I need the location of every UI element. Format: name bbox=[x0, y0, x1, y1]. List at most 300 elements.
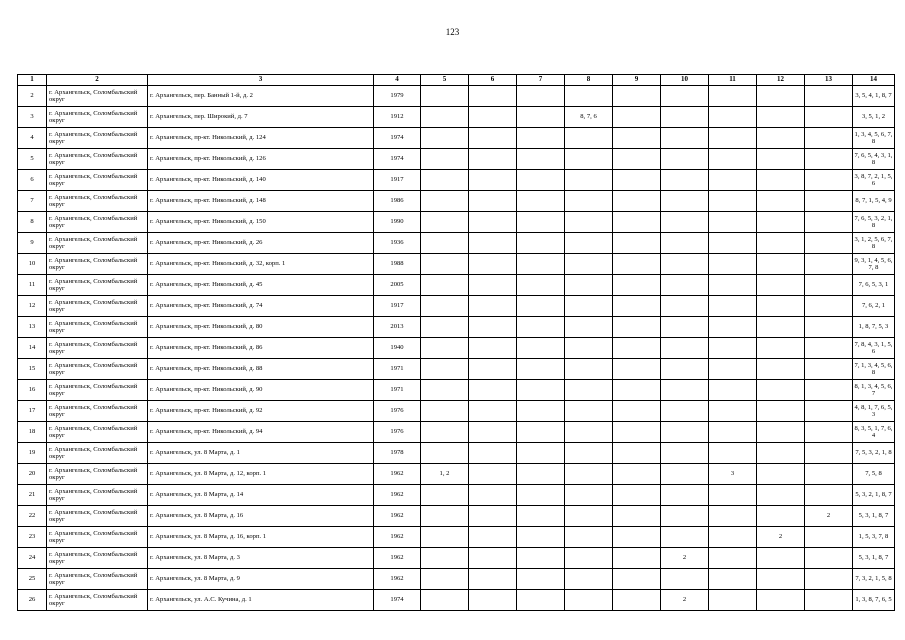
table-row bbox=[18, 275, 895, 296]
table-row bbox=[18, 296, 895, 317]
col6-cell bbox=[469, 422, 517, 443]
col12-cell bbox=[757, 401, 805, 422]
col13-cell bbox=[805, 128, 853, 149]
district-cell: г. Архангельск, Соломбальский округ bbox=[47, 149, 148, 170]
col13-cell bbox=[805, 149, 853, 170]
col12-cell bbox=[757, 422, 805, 443]
col9-cell bbox=[613, 254, 661, 275]
table-row bbox=[18, 233, 895, 254]
col5-cell bbox=[421, 422, 469, 443]
col14-cell: 3, 5, 4, 1, 8, 7 bbox=[853, 86, 895, 107]
col10-cell: 2 bbox=[661, 548, 709, 569]
col13-cell bbox=[805, 590, 853, 611]
col5-cell bbox=[421, 485, 469, 506]
row-number: 22 bbox=[18, 506, 47, 527]
district-cell: г. Архангельск, Соломбальский округ bbox=[47, 527, 148, 548]
col11-cell bbox=[709, 317, 757, 338]
col10-cell bbox=[661, 275, 709, 296]
col6-cell bbox=[469, 527, 517, 548]
district-cell: г. Архангельск, Соломбальский округ bbox=[47, 275, 148, 296]
col12-cell bbox=[757, 380, 805, 401]
col9-cell bbox=[613, 464, 661, 485]
table-row bbox=[18, 443, 895, 464]
address-cell: г. Архангельск, пр-кт. Никольский, д. 148 bbox=[148, 191, 374, 212]
col7-cell bbox=[517, 590, 565, 611]
address-cell: г. Архангельск, пр-кт. Никольский, д. 86 bbox=[148, 338, 374, 359]
year-cell: 1971 bbox=[374, 359, 421, 380]
col8-cell bbox=[565, 401, 613, 422]
col14-cell: 5, 3, 2, 1, 8, 7 bbox=[853, 485, 895, 506]
col10-cell bbox=[661, 212, 709, 233]
col9-cell bbox=[613, 170, 661, 191]
col6-cell bbox=[469, 506, 517, 527]
address-cell: г. Архангельск, пр-кт. Никольский, д. 88 bbox=[148, 359, 374, 380]
table-row bbox=[18, 464, 895, 485]
district-cell: г. Архангельск, Соломбальский округ bbox=[47, 590, 148, 611]
col12-cell bbox=[757, 296, 805, 317]
col5-cell bbox=[421, 527, 469, 548]
address-cell: г. Архангельск, пр-кт. Никольский, д. 126 bbox=[148, 149, 374, 170]
col6-cell bbox=[469, 569, 517, 590]
year-cell: 1917 bbox=[374, 170, 421, 191]
col9-cell bbox=[613, 275, 661, 296]
col13-cell bbox=[805, 464, 853, 485]
col14-cell: 1, 3, 4, 5, 6, 7, 8 bbox=[853, 128, 895, 149]
col5-cell bbox=[421, 317, 469, 338]
col6-cell bbox=[469, 317, 517, 338]
district-cell: г. Архангельск, Соломбальский округ bbox=[47, 296, 148, 317]
col11-cell bbox=[709, 548, 757, 569]
col14-cell: 7, 6, 2, 1 bbox=[853, 296, 895, 317]
address-cell: г. Архангельск, пр-кт. Никольский, д. 90 bbox=[148, 380, 374, 401]
col11-cell bbox=[709, 569, 757, 590]
col10-cell bbox=[661, 86, 709, 107]
col12-cell bbox=[757, 590, 805, 611]
row-number: 23 bbox=[18, 527, 47, 548]
address-cell: г. Архангельск, пр-кт. Никольский, д. 150 bbox=[148, 212, 374, 233]
column-header-4: 4 bbox=[374, 75, 421, 86]
col14-cell: 7, 8, 4, 3, 1, 5, 6 bbox=[853, 338, 895, 359]
col6-cell bbox=[469, 464, 517, 485]
col13-cell bbox=[805, 107, 853, 128]
year-cell: 1974 bbox=[374, 128, 421, 149]
col13-cell bbox=[805, 380, 853, 401]
col6-cell bbox=[469, 338, 517, 359]
col10-cell bbox=[661, 296, 709, 317]
col5-cell bbox=[421, 275, 469, 296]
col11-cell bbox=[709, 401, 757, 422]
col5-cell bbox=[421, 338, 469, 359]
year-cell: 1962 bbox=[374, 506, 421, 527]
col10-cell bbox=[661, 485, 709, 506]
year-cell: 1962 bbox=[374, 527, 421, 548]
column-header-8: 8 bbox=[565, 75, 613, 86]
col7-cell bbox=[517, 86, 565, 107]
district-cell: г. Архангельск, Соломбальский округ bbox=[47, 359, 148, 380]
col13-cell bbox=[805, 338, 853, 359]
year-cell: 1976 bbox=[374, 422, 421, 443]
col9-cell bbox=[613, 338, 661, 359]
col10-cell bbox=[661, 506, 709, 527]
col12-cell bbox=[757, 317, 805, 338]
col5-cell bbox=[421, 359, 469, 380]
col9-cell bbox=[613, 401, 661, 422]
col14-cell: 3, 5, 1, 2 bbox=[853, 107, 895, 128]
col6-cell bbox=[469, 86, 517, 107]
column-header-9: 9 bbox=[613, 75, 661, 86]
col12-cell bbox=[757, 359, 805, 380]
row-number: 17 bbox=[18, 401, 47, 422]
district-cell: г. Архангельск, Соломбальский округ bbox=[47, 86, 148, 107]
col11-cell bbox=[709, 128, 757, 149]
col13-cell bbox=[805, 569, 853, 590]
col11-cell bbox=[709, 170, 757, 191]
row-number: 3 bbox=[18, 107, 47, 128]
column-header-1: 1 bbox=[18, 75, 47, 86]
col7-cell bbox=[517, 380, 565, 401]
col13-cell bbox=[805, 422, 853, 443]
col11-cell: 3 bbox=[709, 464, 757, 485]
col8-cell bbox=[565, 317, 613, 338]
district-cell: г. Архангельск, Соломбальский округ bbox=[47, 254, 148, 275]
col6-cell bbox=[469, 485, 517, 506]
col6-cell bbox=[469, 590, 517, 611]
year-cell: 2013 bbox=[374, 317, 421, 338]
col9-cell bbox=[613, 317, 661, 338]
col12-cell bbox=[757, 485, 805, 506]
col7-cell bbox=[517, 149, 565, 170]
col7-cell bbox=[517, 275, 565, 296]
col7-cell bbox=[517, 233, 565, 254]
col6-cell bbox=[469, 401, 517, 422]
col11-cell bbox=[709, 233, 757, 254]
col14-cell: 5, 3, 1, 8, 7 bbox=[853, 506, 895, 527]
col9-cell bbox=[613, 527, 661, 548]
col10-cell bbox=[661, 401, 709, 422]
district-cell: г. Архангельск, Соломбальский округ bbox=[47, 464, 148, 485]
col11-cell bbox=[709, 149, 757, 170]
address-cell: г. Архангельск, пр-кт. Никольский, д. 94 bbox=[148, 422, 374, 443]
col5-cell bbox=[421, 569, 469, 590]
col14-cell: 7, 6, 5, 3, 2, 1, 8 bbox=[853, 212, 895, 233]
row-number: 8 bbox=[18, 212, 47, 233]
col7-cell bbox=[517, 548, 565, 569]
year-cell: 1912 bbox=[374, 107, 421, 128]
col7-cell bbox=[517, 359, 565, 380]
col10-cell bbox=[661, 191, 709, 212]
row-number: 18 bbox=[18, 422, 47, 443]
address-cell: г. Архангельск, пр-кт. Никольский, д. 124 bbox=[148, 128, 374, 149]
table-row bbox=[18, 506, 895, 527]
col13-cell bbox=[805, 401, 853, 422]
year-cell: 1962 bbox=[374, 464, 421, 485]
col5-cell bbox=[421, 107, 469, 128]
col13-cell bbox=[805, 170, 853, 191]
col11-cell bbox=[709, 422, 757, 443]
col14-cell: 5, 3, 1, 8, 7 bbox=[853, 548, 895, 569]
col12-cell bbox=[757, 254, 805, 275]
col13-cell bbox=[805, 527, 853, 548]
row-number: 25 bbox=[18, 569, 47, 590]
row-number: 26 bbox=[18, 590, 47, 611]
col11-cell bbox=[709, 380, 757, 401]
col13-cell bbox=[805, 359, 853, 380]
col10-cell bbox=[661, 380, 709, 401]
column-header-12: 12 bbox=[757, 75, 805, 86]
col13-cell bbox=[805, 485, 853, 506]
year-cell: 1962 bbox=[374, 485, 421, 506]
year-cell: 1936 bbox=[374, 233, 421, 254]
col14-cell: 7, 6, 5, 4, 3, 1, 8 bbox=[853, 149, 895, 170]
address-cell: г. Архангельск, пр-кт. Никольский, д. 74 bbox=[148, 296, 374, 317]
col8-cell bbox=[565, 149, 613, 170]
table-row bbox=[18, 86, 895, 107]
col14-cell: 7, 1, 3, 4, 5, 6, 8 bbox=[853, 359, 895, 380]
col8-cell bbox=[565, 296, 613, 317]
year-cell: 1962 bbox=[374, 569, 421, 590]
row-number: 14 bbox=[18, 338, 47, 359]
address-cell: г. Архангельск, пр-кт. Никольский, д. 92 bbox=[148, 401, 374, 422]
col13-cell: 2 bbox=[805, 506, 853, 527]
col12-cell bbox=[757, 128, 805, 149]
district-cell: г. Архангельск, Соломбальский округ bbox=[47, 506, 148, 527]
column-header-13: 13 bbox=[805, 75, 853, 86]
col10-cell bbox=[661, 149, 709, 170]
col7-cell bbox=[517, 338, 565, 359]
col8-cell bbox=[565, 86, 613, 107]
table-row bbox=[18, 527, 895, 548]
col11-cell bbox=[709, 254, 757, 275]
col5-cell bbox=[421, 548, 469, 569]
row-number: 2 bbox=[18, 86, 47, 107]
col6-cell bbox=[469, 296, 517, 317]
column-header-5: 5 bbox=[421, 75, 469, 86]
address-cell: г. Архангельск, ул. 8 Марта, д. 12, корп. 1 bbox=[148, 464, 374, 485]
col5-cell bbox=[421, 191, 469, 212]
col11-cell bbox=[709, 212, 757, 233]
row-number: 21 bbox=[18, 485, 47, 506]
col9-cell bbox=[613, 86, 661, 107]
col8-cell bbox=[565, 422, 613, 443]
row-number: 4 bbox=[18, 128, 47, 149]
col7-cell bbox=[517, 443, 565, 464]
col13-cell bbox=[805, 86, 853, 107]
col14-cell: 8, 1, 3, 4, 5, 6, 7 bbox=[853, 380, 895, 401]
col14-cell: 7, 5, 8 bbox=[853, 464, 895, 485]
year-cell: 1962 bbox=[374, 548, 421, 569]
col12-cell bbox=[757, 191, 805, 212]
row-number: 24 bbox=[18, 548, 47, 569]
district-cell: г. Архангельск, Соломбальский округ bbox=[47, 548, 148, 569]
col6-cell bbox=[469, 254, 517, 275]
address-cell: г. Архангельск, ул. 8 Марта, д. 14 bbox=[148, 485, 374, 506]
col9-cell bbox=[613, 485, 661, 506]
col5-cell bbox=[421, 149, 469, 170]
district-cell: г. Архангельск, Соломбальский округ bbox=[47, 443, 148, 464]
col14-cell: 3, 8, 7, 2, 1, 5, 6 bbox=[853, 170, 895, 191]
year-cell: 1978 bbox=[374, 443, 421, 464]
row-number: 16 bbox=[18, 380, 47, 401]
col6-cell bbox=[469, 212, 517, 233]
col8-cell bbox=[565, 338, 613, 359]
col8-cell bbox=[565, 212, 613, 233]
row-number: 11 bbox=[18, 275, 47, 296]
col13-cell bbox=[805, 233, 853, 254]
address-cell: г. Архангельск, пр-кт. Никольский, д. 45 bbox=[148, 275, 374, 296]
district-cell: г. Архангельск, Соломбальский округ bbox=[47, 107, 148, 128]
col10-cell bbox=[661, 443, 709, 464]
col10-cell bbox=[661, 569, 709, 590]
table-row bbox=[18, 254, 895, 275]
district-cell: г. Архангельск, Соломбальский округ bbox=[47, 569, 148, 590]
row-number: 10 bbox=[18, 254, 47, 275]
table-row bbox=[18, 317, 895, 338]
col10-cell bbox=[661, 128, 709, 149]
district-cell: г. Архангельск, Соломбальский округ bbox=[47, 338, 148, 359]
col5-cell bbox=[421, 86, 469, 107]
year-cell: 1971 bbox=[374, 380, 421, 401]
col8-cell bbox=[565, 233, 613, 254]
col11-cell bbox=[709, 86, 757, 107]
col13-cell bbox=[805, 275, 853, 296]
table-row bbox=[18, 380, 895, 401]
col14-cell: 7, 6, 5, 3, 1 bbox=[853, 275, 895, 296]
table-row bbox=[18, 422, 895, 443]
col14-cell: 4, 8, 1, 7, 6, 5, 3 bbox=[853, 401, 895, 422]
col7-cell bbox=[517, 569, 565, 590]
col9-cell bbox=[613, 149, 661, 170]
district-cell: г. Архангельск, Соломбальский округ bbox=[47, 170, 148, 191]
address-cell: г. Архангельск, ул. 8 Марта, д. 16, корп. 1 bbox=[148, 527, 374, 548]
col6-cell bbox=[469, 443, 517, 464]
col13-cell bbox=[805, 443, 853, 464]
col9-cell bbox=[613, 590, 661, 611]
col10-cell bbox=[661, 107, 709, 128]
district-cell: г. Архангельск, Соломбальский округ bbox=[47, 401, 148, 422]
row-number: 5 bbox=[18, 149, 47, 170]
col12-cell bbox=[757, 506, 805, 527]
col7-cell bbox=[517, 527, 565, 548]
district-cell: г. Архангельск, Соломбальский округ bbox=[47, 233, 148, 254]
col6-cell bbox=[469, 170, 517, 191]
row-number: 15 bbox=[18, 359, 47, 380]
district-cell: г. Архангельск, Соломбальский округ bbox=[47, 317, 148, 338]
col13-cell bbox=[805, 212, 853, 233]
col14-cell: 1, 5, 3, 7, 8 bbox=[853, 527, 895, 548]
col8-cell bbox=[565, 464, 613, 485]
col6-cell bbox=[469, 275, 517, 296]
col14-cell: 7, 5, 3, 2, 1, 8 bbox=[853, 443, 895, 464]
col12-cell bbox=[757, 548, 805, 569]
col12-cell bbox=[757, 275, 805, 296]
table-row bbox=[18, 590, 895, 611]
col14-cell: 7, 3, 2, 1, 5, 8 bbox=[853, 569, 895, 590]
address-cell: г. Архангельск, пр-кт. Никольский, д. 80 bbox=[148, 317, 374, 338]
year-cell: 1917 bbox=[374, 296, 421, 317]
col7-cell bbox=[517, 191, 565, 212]
col14-cell: 3, 1, 2, 5, 6, 7, 8 bbox=[853, 233, 895, 254]
col8-cell bbox=[565, 590, 613, 611]
table-row bbox=[18, 485, 895, 506]
col8-cell: 8, 7, 6 bbox=[565, 107, 613, 128]
col5-cell bbox=[421, 443, 469, 464]
col7-cell bbox=[517, 212, 565, 233]
col9-cell bbox=[613, 443, 661, 464]
column-header-7: 7 bbox=[517, 75, 565, 86]
col13-cell bbox=[805, 317, 853, 338]
col11-cell bbox=[709, 485, 757, 506]
col10-cell bbox=[661, 464, 709, 485]
year-cell: 2005 bbox=[374, 275, 421, 296]
col14-cell: 1, 8, 7, 5, 3 bbox=[853, 317, 895, 338]
year-cell: 1976 bbox=[374, 401, 421, 422]
col9-cell bbox=[613, 380, 661, 401]
row-number: 7 bbox=[18, 191, 47, 212]
col10-cell bbox=[661, 359, 709, 380]
col12-cell bbox=[757, 338, 805, 359]
year-cell: 1990 bbox=[374, 212, 421, 233]
col13-cell bbox=[805, 254, 853, 275]
column-header-11: 11 bbox=[709, 75, 757, 86]
col10-cell bbox=[661, 422, 709, 443]
table-row bbox=[18, 149, 895, 170]
address-cell: г. Архангельск, пр-кт. Никольский, д. 32, корп. 1 bbox=[148, 254, 374, 275]
col12-cell bbox=[757, 443, 805, 464]
col8-cell bbox=[565, 191, 613, 212]
col7-cell bbox=[517, 107, 565, 128]
col8-cell bbox=[565, 548, 613, 569]
table-row bbox=[18, 170, 895, 191]
col10-cell bbox=[661, 233, 709, 254]
col12-cell bbox=[757, 170, 805, 191]
table-row bbox=[18, 359, 895, 380]
year-cell: 1979 bbox=[374, 86, 421, 107]
year-cell: 1940 bbox=[374, 338, 421, 359]
col8-cell bbox=[565, 485, 613, 506]
col11-cell bbox=[709, 527, 757, 548]
col9-cell bbox=[613, 296, 661, 317]
col11-cell bbox=[709, 191, 757, 212]
col8-cell bbox=[565, 254, 613, 275]
table-row bbox=[18, 212, 895, 233]
col7-cell bbox=[517, 401, 565, 422]
col9-cell bbox=[613, 212, 661, 233]
col8-cell bbox=[565, 443, 613, 464]
col11-cell bbox=[709, 506, 757, 527]
col10-cell: 2 bbox=[661, 590, 709, 611]
col8-cell bbox=[565, 380, 613, 401]
col6-cell bbox=[469, 128, 517, 149]
address-cell: г. Архангельск, ул. А.С. Кучина, д. 1 bbox=[148, 590, 374, 611]
col8-cell bbox=[565, 128, 613, 149]
col7-cell bbox=[517, 506, 565, 527]
table-row bbox=[18, 569, 895, 590]
col14-cell: 1, 3, 8, 7, 6, 5 bbox=[853, 590, 895, 611]
col14-cell: 8, 3, 5, 1, 7, 6, 4 bbox=[853, 422, 895, 443]
district-cell: г. Архангельск, Соломбальский округ bbox=[47, 422, 148, 443]
year-cell: 1988 bbox=[374, 254, 421, 275]
col6-cell bbox=[469, 233, 517, 254]
col7-cell bbox=[517, 317, 565, 338]
col9-cell bbox=[613, 128, 661, 149]
row-number: 20 bbox=[18, 464, 47, 485]
col5-cell bbox=[421, 212, 469, 233]
col12-cell bbox=[757, 464, 805, 485]
address-cell: г. Архангельск, ул. 8 Марта, д. 16 bbox=[148, 506, 374, 527]
col11-cell bbox=[709, 107, 757, 128]
table-row bbox=[18, 191, 895, 212]
col5-cell bbox=[421, 506, 469, 527]
